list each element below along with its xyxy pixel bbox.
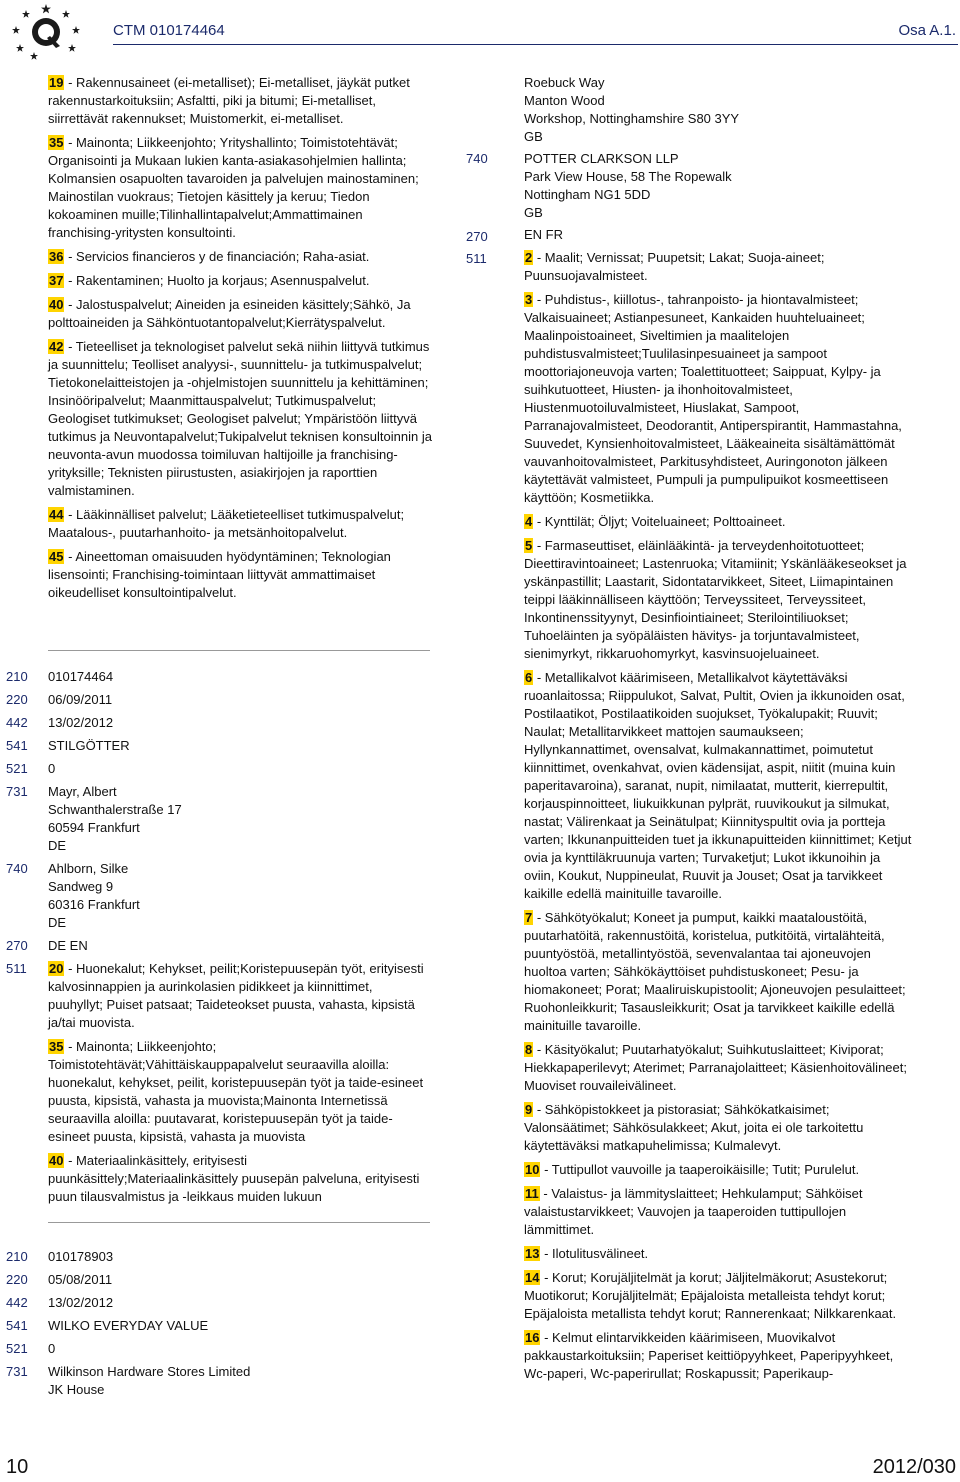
filing-date: 05/08/2011	[48, 1272, 113, 1287]
languages: DE EN	[48, 938, 88, 953]
address-line: Sandweg 9	[48, 879, 114, 894]
record-010178903	[6, 1248, 426, 1404]
class-entry	[524, 1329, 912, 1383]
class-number: 4	[525, 514, 533, 529]
class-number: 3	[525, 292, 533, 307]
address-line: Mayr, Albert	[48, 784, 117, 799]
address-line: POTTER CLARKSON LLP	[524, 151, 679, 166]
mark-text: WILKO EVERYDAY VALUE	[48, 1318, 209, 1333]
record-separator	[48, 1222, 430, 1223]
class-description: - Valaistus- ja lämmityslaitteet; Hehkulamput; Sähköiset valaistustarvikkeet; Vauvojen ja taaperoiden tuttipullojen lämmittimet.	[524, 1186, 863, 1237]
mark-text: STILGÖTTER	[48, 738, 130, 753]
class-number: 11	[525, 1186, 539, 1201]
class-entry	[524, 1161, 912, 1179]
class-number: 5	[525, 538, 533, 553]
euipo-logo	[6, 2, 88, 60]
address-line: GB	[524, 205, 543, 220]
class-entry	[48, 338, 432, 500]
class-description: - Sähkötyökalut; Koneet ja pumput, kaikki maataloustöitä, puutarhatöitä, rakennustöitä, koristelua, putkitöitä, virtalähteitä, puuntyöstöä, metallintyöstöä, sevenvalantaa tai ajoneuvojen huoltoa varten; Sähkökäyttöiset puhdistuskoneet; Pesu- ja hiomakoneet; Porat; Maaliruiskupistoolit; Ajoneuvojen pesulaitteet; Ruohonleikkurit; Tasausleikkurit; Osat ja tarvikkeet kaikille edellä mainituille tavaroille.	[524, 910, 906, 1033]
class-description: - Servicios financieros y de financiación; Raha-asiat.	[68, 249, 370, 264]
field-code: 442	[6, 715, 28, 730]
class-description: - Aineettoman omaisuuden hyödyntäminen; Teknologian lisensointi; Franchising-toimintaan liittyvät ammattimaiset oikeudelliset konsultointipalvelut.	[48, 549, 391, 600]
class-description: - Korut; Korujäljitelmät ja korut; Jäljitelmäkorut; Asustekorut; Muotikorut; Korujäljitelmät; Epäjaloista metalleista tehdyt korut; Epäjaloista metallista tehdyt korut; Rannerenkaat; Nilkkarenkaat.	[524, 1270, 897, 1321]
class-entry	[48, 960, 426, 1032]
class-number: 20	[49, 961, 64, 976]
address-line: Schwanthalerstraße 17	[48, 802, 182, 817]
class-number: 9	[525, 1102, 533, 1117]
class-description: - Rakennusaineet (ei-metalliset); Ei-metalliset, jäykät putket rakennustarkoituksiin; Asfaltti, piki ja bitumi; Ei-metalliset, siirrettävät rakennukset; Muistomerkit, ei-metalliset.	[48, 75, 410, 126]
class-entry	[48, 1152, 426, 1206]
field-code: 270	[6, 938, 28, 953]
field-code: 740	[6, 861, 28, 876]
field-code: 220	[6, 1272, 28, 1287]
class-description: - Tieteelliset ja teknologiset palvelut sekä niihin liittyvä tutkimus ja suunnittelu; Teolliset analyysi-, suunnittelu- ja tutkimuspalvelut; Tietokonelaitteistojen ja -ohjelmistojen suunnittelu ja kehittäminen; Insinööripalvelut; Maanmittauspalvelut; Tutkimuspalvelut; Geologiset tutkimukset; Geologiset palvelut; Ympäristöön liittyvä tutkimus ja Neuvontapalvelut;Tukipalvelut teknisen konsultoinnin ja neuvonta-avun muodossa toimiluvan haltijoille ja franchising-yrityksille; Teknisten piirustusten, asiakirjojen ja raporttien valmistaminen.	[48, 339, 432, 498]
class-description: - Ilotulitusvälineet.	[544, 1246, 649, 1261]
applicant-continued	[524, 74, 912, 146]
class-description: - Tuttipullot vauvoille ja taaperoikäisille; Tutit; Purulelut.	[544, 1162, 860, 1177]
application-number: 010178903	[48, 1249, 114, 1264]
class-number: 13	[525, 1246, 540, 1261]
application-number: 010174464	[48, 669, 114, 684]
class-number: 45	[49, 549, 64, 564]
class-description: - Käsityökalut; Puutarhatyökalut; Suihkutuslaitteet; Kiviporat; Hiekkapaperilevyt; Aterimet; Parranajolaitteet; Käsienhoitovälineet; Muoviset rouvaileivälineet.	[524, 1042, 907, 1093]
class-entry	[524, 291, 912, 507]
class-number: 6	[525, 670, 533, 685]
address-line: Workshop, Nottinghamshire S80 3YY	[524, 111, 740, 126]
field-code: 541	[6, 1318, 28, 1333]
address-line: Ahlborn, Silke	[48, 861, 129, 876]
section-label: Osa A.1.	[898, 22, 956, 39]
class-entry	[524, 249, 912, 285]
class-number: 14	[525, 1270, 540, 1285]
field-code: 740	[466, 151, 488, 166]
class-number: 19	[49, 75, 64, 90]
class-number: 7	[525, 910, 533, 925]
address-line: Nottingham NG1 5DD	[524, 187, 651, 202]
class-entry	[524, 1101, 912, 1155]
field-code: 541	[6, 738, 28, 753]
class-number: 10	[525, 1162, 540, 1177]
field-code: 511	[466, 251, 487, 266]
address-line: 60316 Frankfurt	[48, 897, 140, 912]
class-entry	[524, 669, 912, 903]
field-code: 210	[6, 1249, 28, 1264]
bulletin-issue: 2012/030	[872, 1456, 956, 1478]
class-description: - Mainonta; Liikkeenjohto; Toimistotehtävät;Vähittäiskauppapalvelut seuraavilla aloilla: huonekalut, kehykset, peilit, koristepuusepän työt ja taide-esineet puusta, kipsistä, vahasta ja muovista;Mainonta Internetissä seuraavilla aloilla: puutavarat, koristepuusepän työt ja taide-esineet puusta, kipsistä, vahasta ja muovista	[48, 1039, 424, 1144]
class-entry	[524, 513, 912, 531]
class-entry	[48, 248, 432, 266]
class-description: - Materiaalinkäsittely, erityisesti puunkäsittely;Materiaalinkäsittely puusepän palveluna, erityisesti puun tilausvalmistus ja -leikkaus muiden lukuun	[48, 1153, 420, 1204]
class-description: - Rakentaminen; Huolto ja korjaus; Asennuspalvelut.	[68, 273, 370, 288]
class-description: - Mainonta; Liikkeenjohto; Yrityshallinto; Toimistotehtävät; Organisointi ja Mukaan lukien kanta-asiakasohjelmien hallinta; Kolmansien osapuolten tavaroiden ja palvelujen mainostaminen; Mainostilan vuokraus; Tietojen käsittely ja keruu; Tiedon kokoaminen muille;Tilinhallintapalvelut;Ammattimainen franchising-yritysten konsultointi.	[48, 135, 419, 240]
publication-date: 13/02/2012	[48, 715, 114, 730]
class-description: - Kelmut elintarvikkeiden käärimiseen, Muovikalvot pakkaustarkoituksiin; Paperiset keittiöpyyhkeet, Paperipyyhkeet, Wc-paperi, Wc-paperirullat; Roskapussit; Paperikaup-	[524, 1330, 894, 1381]
class-number: 37	[49, 273, 64, 288]
field-code: 220	[6, 692, 28, 707]
field-521: 0	[48, 1341, 56, 1356]
right-column	[524, 74, 912, 1389]
class-entry	[524, 1185, 912, 1239]
class-description: - Farmaseuttiset, eläinlääkintä- ja terveydenhoitotuotteet; Dieettiravintoaineet; Lastenruoka; Vitamiinit; Yskänlääkeseokset ja yskänpastillit; Laastarit, Sidontatarvikkeet, Siteet, Liimapintainen teippi lääkinnälliseen käyttöön; Terveyssiteet, Terveyssiteet, Inkontinenssityynyt, Desinfiointiaineet; Sterilointiliuokset; Tuhoeläinten ja syöpäläisten hävitys- ja torjuntavalmisteet, sienimyrkyt, rikkaruohomyrkyt, kasvinsuojeluaineet.	[524, 538, 907, 661]
address-line: JK House	[48, 1382, 105, 1397]
publication-date: 13/02/2012	[48, 1295, 114, 1310]
goods-services	[48, 960, 426, 1212]
class-entry	[524, 1245, 912, 1263]
field-code: 511	[6, 961, 27, 976]
class-entry	[48, 134, 432, 242]
class-description: - Metallikalvot käärimiseen, Metallikalvot käytettäväksi ruoanlaitossa; Riippulukot, Salvat, Pultit, Ovien ja ikkunoiden osat, Postilaatikot, Postilaatikoiden suojukset, Työkalupakit; Ruuvit; Naulat; Metallitarvikkeet mattojen saumaukseen; Hyllynkannattimet, ovensalvat, kulmakannattimet, poimutetut kiinnittimet, ovenkahvat, ovien kädensijat, aspit, niitit (muina kuin paperitavaroina), saranat, nupit, nimilaatat, mutterit, kierrepultit, korjauspinnoitteet, liukuikkunan pylprät, ruuvikoukut ja silmukat, nastat; Välirenkaat ja Seinätulpat; Kiinnityspultit ovia ja portteja varten; Ikkunanpuitteiden tuet ja ikkunapuitteiden kiinnittimet; Ketjut ovia ja kynttiläkruunuja varten; Turvaketjut; Lukot ikkunoihin ja oviin, Koukut, Nuppineulat, Ruuvit ja Jouset; Osat ja tarvikkeet kaikille edellä mainituille tavaroille.	[524, 670, 912, 901]
class-number: 42	[49, 339, 64, 354]
page-number: 10	[6, 1456, 29, 1478]
class-entry	[48, 74, 432, 128]
class-entry	[48, 272, 432, 290]
address-line: DE	[48, 838, 67, 853]
address-line: 60594 Frankfurt	[48, 820, 140, 835]
representative	[48, 860, 426, 932]
class-number: 35	[49, 1039, 64, 1054]
class-description: - Maalit; Vernissat; Puupetsit; Lakat; Suoja-aineet; Puunsuojavalmisteet.	[524, 250, 825, 283]
class-description: - Lääkinnälliset palvelut; Lääketieteelliset tutkimuspalvelut; Maatalous-, puutarhanhoito- ja metsänhoitopalvelut.	[48, 507, 405, 540]
field-code: 731	[6, 1364, 28, 1379]
class-description: - Jalostuspalvelut; Aineiden ja esineiden käsittely;Sähkö, Ja polttoaineiden ja Sähköntuotantopalvelut;Kierrätyspalvelut.	[48, 297, 411, 330]
class-entry	[48, 506, 432, 542]
class-entry	[524, 537, 912, 663]
representative	[524, 150, 912, 222]
class-entry	[524, 1269, 912, 1323]
document-title: CTM 010174464	[113, 22, 225, 39]
address-line: Manton Wood	[524, 93, 605, 108]
record-010174464	[6, 668, 426, 1217]
applicant	[48, 783, 426, 855]
address-line: Roebuck Way	[524, 75, 605, 90]
field-code: 521	[6, 1341, 28, 1356]
field-code: 210	[6, 669, 28, 684]
class-number: 35	[49, 135, 64, 150]
class-description: - Huonekalut; Kehykset, peilit;Koristepuusepän työt, erityisesti kalvosinnappien ja aurinkolasien pidikkeet ja kiinnittimet, puuhyllyt; Puiset patsaat; Taideteokset puusta, vahasta, kipsistä ja/tai muovista.	[48, 961, 424, 1030]
class-number: 16	[525, 1330, 540, 1345]
class-entry	[524, 1041, 912, 1095]
class-number: 40	[49, 297, 64, 312]
class-number: 36	[49, 249, 64, 264]
left-column-classes	[48, 74, 432, 608]
class-entry	[48, 1038, 426, 1146]
address-line: DE	[48, 915, 67, 930]
class-number: 8	[525, 1042, 533, 1057]
field-code: 442	[6, 1295, 28, 1310]
address-line: GB	[524, 129, 543, 144]
class-entry	[48, 296, 432, 332]
class-description: - Puhdistus-, kiillotus-, tahranpoisto- ja hiontavalmisteet; Valkaisuaineet; Astianpesuneet, Kankaiden huuhteluaineet; Maalinpoistoaineet, Siveltimien ja maalitelojen puhdistusvalmisteet;Tuulilasinpesuaineet ja sampoot moottoriajoneuvoja varten; Toalettituotteet; Saippuat, Kylpy- ja suihkutuotteet, Hiusten- ja ihonhoitovalmisteet, Hiustenmuotoiluvalmisteet, Hiuslakat, Sampoot, Parranajovalmisteet, Deodorantit, Antiperspirantit, Hammastahna, Suuvedet, Kynsienhoitovalmisteet, Lääkeaineita sisältämättömät vauvanhoitovalmisteet, Parkitusyhdisteet, Auringonoton jälkeen käytettävät valmisteet, Pumpuli ja pumpulipuikot kosmeettiseen käyttöön; Kosmetiikka.	[524, 292, 902, 505]
class-number: 2	[525, 250, 533, 265]
address-line: Wilkinson Hardware Stores Limited	[48, 1364, 251, 1379]
filing-date: 06/09/2011	[48, 692, 113, 707]
field-code: 521	[6, 761, 28, 776]
class-description: - Sähköpistokkeet ja pistorasiat; Sähkökatkaisimet; Valonsäätimet; Sähkösulakkeet; Akut, joita ei ole tarkoitettu käytettäväksi matkapuhelimissa; Kulmalevyt.	[524, 1102, 864, 1153]
address-line: Park View House, 58 The Ropewalk	[524, 169, 732, 184]
class-entry	[524, 909, 912, 1035]
class-description: - Kynttilät; Öljyt; Voiteluaineet; Polttoaineet.	[536, 514, 786, 529]
field-code: 731	[6, 784, 28, 799]
languages: EN FR	[524, 227, 563, 242]
class-number: 40	[49, 1153, 64, 1168]
applicant	[48, 1363, 426, 1399]
class-number: 44	[49, 507, 64, 522]
field-code: 270	[466, 229, 488, 244]
header-rule	[113, 44, 958, 45]
record-separator	[48, 650, 430, 651]
class-entry	[48, 548, 432, 602]
field-521: 0	[48, 761, 56, 776]
goods-services	[524, 249, 912, 1383]
